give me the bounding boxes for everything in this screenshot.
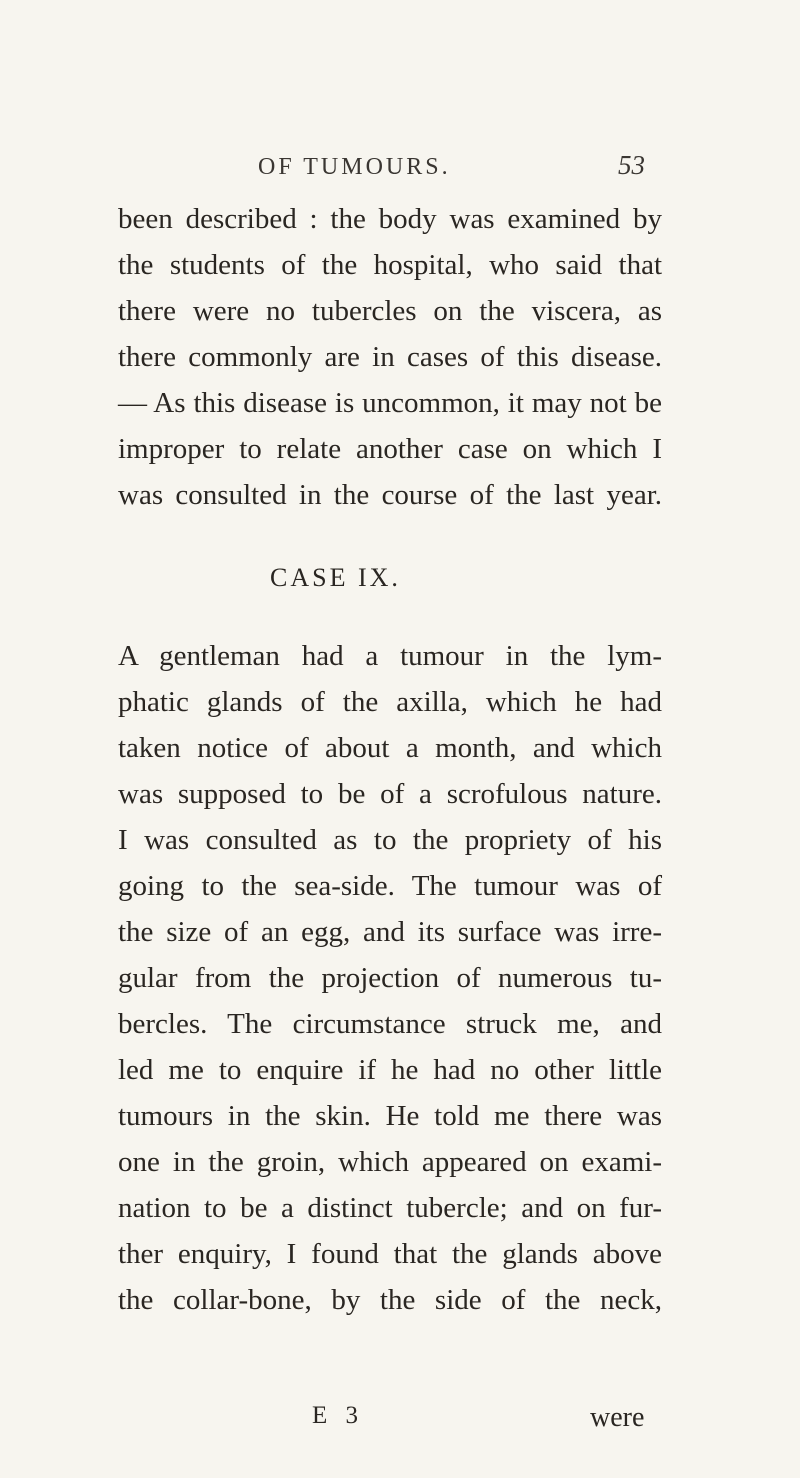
text-line: ther enquiry, I found that the glands above	[118, 1238, 662, 1270]
text-line: was consulted in the course of the last year.	[118, 479, 662, 511]
text-line: — As this disease is uncommon, it may not be	[118, 387, 662, 419]
running-head: OF TUMOURS.	[258, 154, 451, 180]
text-line: one in the groin, which appeared on exami-	[118, 1146, 662, 1178]
text-line: going to the sea-side. The tumour was of	[118, 870, 662, 902]
text-line: taken notice of about a month, and which	[118, 732, 662, 764]
text-line: the students of the hospital, who said that	[118, 249, 662, 281]
page-number: 53	[618, 150, 645, 180]
text-line: gular from the projection of numerous tu-	[118, 962, 662, 994]
text-line: led me to enquire if he had no other little	[118, 1054, 662, 1086]
case-heading: CASE IX.	[270, 563, 401, 592]
text-line: the size of an egg, and its surface was irre-	[118, 916, 662, 948]
text-line: was supposed to be of a scrofulous nature.	[118, 778, 662, 810]
signature-mark: E 3	[312, 1402, 365, 1429]
text-line: there were no tubercles on the viscera, as	[118, 295, 662, 327]
text-line: phatic glands of the axilla, which he had	[118, 686, 662, 718]
text-line: I was consulted as to the propriety of his	[118, 824, 662, 856]
text-line: tumours in the skin. He told me there was	[118, 1100, 662, 1132]
text-line: nation to be a distinct tubercle; and on fur-	[118, 1192, 662, 1224]
text-line: A gentleman had a tumour in the lym-	[118, 640, 662, 672]
text-line: bercles. The circumstance struck me, and	[118, 1008, 662, 1040]
text-line: the collar-bone, by the side of the neck,	[118, 1284, 662, 1316]
text-line: improper to relate another case on which I	[118, 433, 662, 465]
catchword: were	[590, 1402, 645, 1433]
text-line: there commonly are in cases of this disease.	[118, 341, 662, 373]
text-line: been described : the body was examined by	[118, 203, 662, 235]
